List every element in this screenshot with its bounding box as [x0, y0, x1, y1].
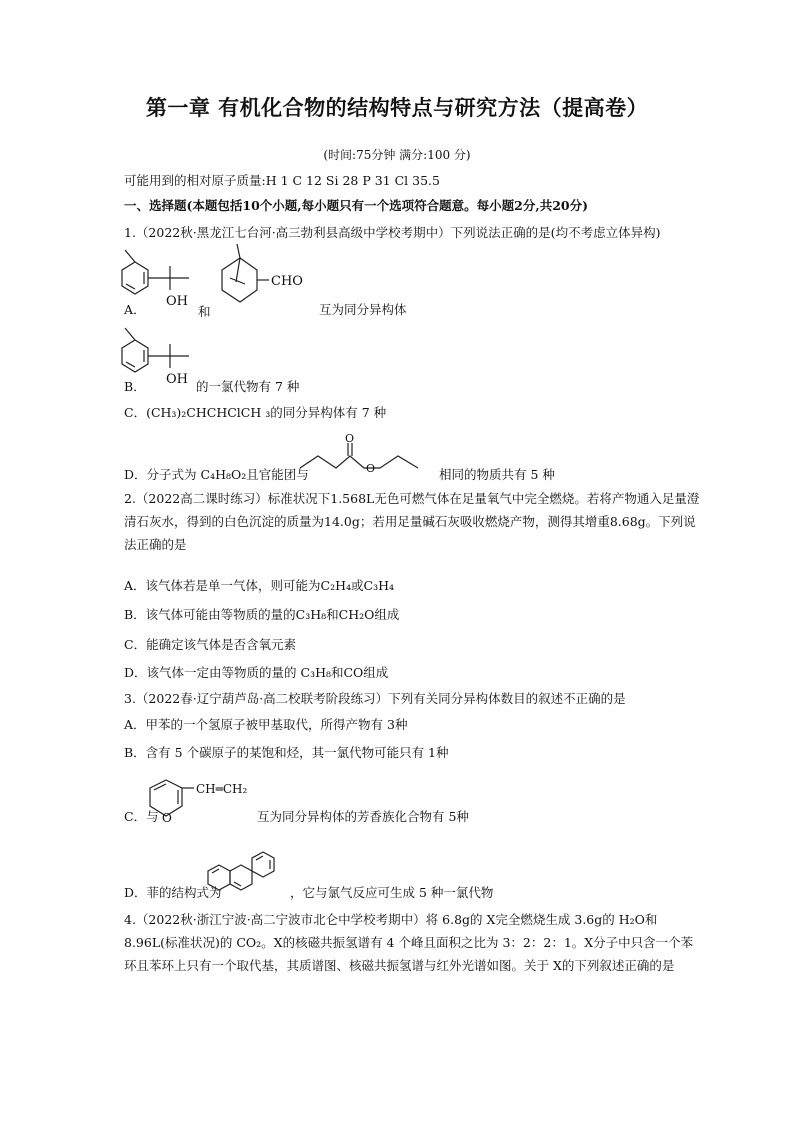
hydroxyl-label: OH: [166, 294, 188, 309]
ring-double-bond: [256, 856, 263, 860]
q1-option-a-label: A．: [124, 302, 146, 317]
q1-b-text: 的一氯代物有 7 种: [196, 379, 300, 394]
page-title: 第一章 有机化合物的结构特点与研究方法（提高卷）: [145, 96, 649, 120]
ring-top-right: [252, 852, 274, 877]
ring-double-bond: [126, 284, 135, 289]
q3-d-text: ，它与氯气反应可生成 5 种一氯代物: [290, 885, 494, 900]
q3-c-text: 互为同分异构体的芳香族化合物有 5种: [257, 809, 469, 824]
q2-option-c: C．能确定该气体是否含氧元素: [124, 637, 297, 652]
exam-meta: (时间:75分钟 满分:100 分): [323, 148, 471, 162]
q2-option-a: A．该气体若是单一气体，则可能为C₂H₄或C₃H₄: [124, 578, 395, 593]
q1-d-ester-structure: [298, 432, 438, 482]
q3-option-d-prefix: D．菲的结构式为: [124, 885, 222, 900]
q1-d-text: 相同的物质共有 5 种: [439, 467, 555, 482]
q3-c-pyran-structure: [140, 776, 265, 826]
ester-oxygen-label: O: [366, 462, 376, 475]
q3-option-c-prefix: C．与: [124, 809, 159, 824]
q3-stem: 3.（2022春·辽宁葫芦岛·高二校联考阶段练习）下列有关同分异构体数目的叙述不正确的是: [124, 691, 626, 706]
q2-option-d: D．该气体一定由等物质的量的 C₃H₈和CO组成: [124, 665, 389, 680]
q1-option-b-label: B．: [124, 379, 146, 394]
q1-option-d-prefix: D．分子式为 C₄H₈O₂且官能团与: [124, 467, 309, 482]
hydroxyl-label: OH: [166, 372, 188, 387]
atomic-masses: 可能用到的相对原子质量:H 1 C 12 Si 28 P 31 Cl 35.5: [124, 173, 440, 188]
q1-a-text: 互为同分异构体: [319, 302, 407, 317]
ester-chain: [300, 456, 418, 468]
methyl-bond: [125, 328, 135, 340]
q3-option-b: B．含有 5 个碳原子的某饱和烃，其一氯代物可能只有 1种: [124, 745, 449, 760]
q2-stem: 2.（2022高二课时练习）标准状况下1.568L无色可燃气体在足量氧气中完全燃烧。若将产物通入足量澄清石灰水，得到的白色沉淀的质量为14.0g；若用足量碱石灰吸收燃烧产物，测得其增重8.68g。下列说法正确的是: [124, 491, 700, 552]
bridge-bond: [230, 278, 245, 284]
section-heading: 一、选择题(本题包括10个小题,每小题只有一个选项符合题意。每小题2分,共20分): [124, 198, 589, 213]
ring-double-bond: [126, 362, 135, 367]
ring-double-bond: [234, 882, 241, 886]
q1-stem: 1.（2022秋·黑龙江七台河·高三勃利县高级中学校考期中）下列说法正确的是(均不考虑立体异构): [124, 225, 661, 240]
ring-double-bond: [212, 869, 219, 873]
q3-option-a: A．甲苯的一个氢原子被甲基取代，所得产物有 3种: [124, 717, 408, 732]
ring-middle: [230, 865, 252, 890]
q2-option-b: B．该气体可能由等物质的量的C₃H₈和CH₂O组成: [124, 607, 400, 622]
methyl-bond: [125, 250, 135, 262]
q1-a-bicyclic-aldehyde-structure: [205, 250, 315, 308]
aldehyde-label: CHO: [271, 274, 303, 289]
methyl-bond: [237, 244, 240, 258]
vinyl-label: CH═CH₂: [196, 782, 248, 796]
q1-a-and: 和: [198, 304, 211, 319]
q4-stem: 4.（2022秋·浙江宁波·高二宁波市北仑中学校考期中）将 6.8g的 X完全燃烧生成 3.6g的 H₂O和8.96L(标准状况)的 CO₂。X的核磁共振氢谱有 4 个峰且面积之比为 3：2：2：1。X分子中只含一个苯环且苯环上只有一个取代基，其质谱图、核磁共振氢谱与红外光谱如图。关于 X的下列叙述正确的是: [124, 912, 694, 973]
ring-left: [208, 865, 230, 890]
phenanthrene-structure: [204, 838, 294, 898]
bridge-bond: [236, 258, 240, 282]
q1-option-c: C．(CH₃)₂CHCHClCH ₃的同分异构体有 7 种: [124, 405, 387, 420]
carbonyl-oxygen-label: O: [345, 432, 355, 445]
ring-oxygen-label: O: [162, 811, 172, 825]
